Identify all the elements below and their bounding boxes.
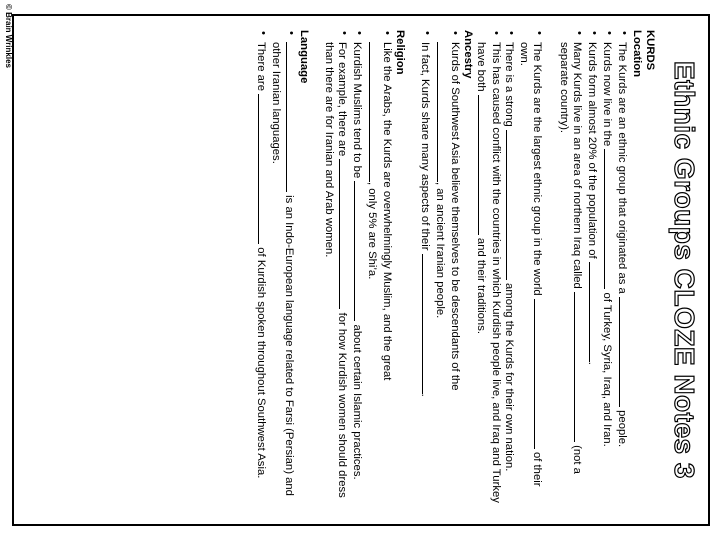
list-item bbox=[254, 30, 269, 510]
blank-line bbox=[354, 181, 365, 321]
text: Kurds of Southwest Asia believe themselves to be descendants of the bbox=[449, 42, 461, 391]
language-list bbox=[254, 30, 297, 510]
blank-line bbox=[604, 149, 615, 289]
blank-line bbox=[422, 254, 433, 394]
text: for how Kurdish women should dress than there are for Iranian and Arab women. bbox=[323, 42, 348, 498]
religion-list bbox=[322, 30, 393, 510]
text: Like the Arabs, the Kurds are overwhelmingly Muslim, and the great bbox=[381, 42, 393, 381]
blank-line bbox=[339, 159, 350, 309]
text: , an ancient Iranian people. bbox=[434, 182, 446, 319]
text: (not a separate country). bbox=[558, 42, 583, 474]
text: about certain Islamic practices. bbox=[351, 324, 363, 480]
list-item bbox=[474, 30, 502, 510]
page-title: Ethnic Groups CLOZE Notes 3 bbox=[669, 61, 700, 479]
copyright-text: © Brain Wrinkles bbox=[4, 4, 13, 68]
text: Kurds now live in the bbox=[601, 42, 613, 147]
blank-line bbox=[286, 42, 297, 192]
blank-line bbox=[619, 297, 630, 407]
text: Kurds form almost 20% of the population of bbox=[586, 42, 598, 259]
list-item bbox=[615, 30, 630, 510]
blank-line bbox=[369, 42, 380, 182]
slide-frame bbox=[12, 14, 710, 526]
list-item bbox=[322, 30, 350, 510]
ancestry-list bbox=[418, 30, 461, 510]
list-item bbox=[557, 30, 585, 510]
text: There are bbox=[255, 42, 267, 91]
section-title-location: Location bbox=[631, 30, 643, 78]
text: The Kurds are the largest ethnic group in the world bbox=[531, 42, 543, 296]
blank-line bbox=[534, 299, 545, 449]
text: There is a strong bbox=[503, 42, 515, 127]
section-heading-kurds: KURDS bbox=[644, 30, 656, 71]
list-item bbox=[585, 30, 600, 510]
blank-line bbox=[506, 130, 517, 280]
blank-line bbox=[574, 292, 585, 442]
text: is an Indo-European language related to Farsi (Persian) and other Iranian languages. bbox=[270, 42, 295, 496]
blank-line bbox=[589, 262, 600, 362]
text: , only 5% are Shi’a. bbox=[366, 182, 378, 280]
section-title-language: Language bbox=[298, 30, 310, 84]
text: Many Kurds live in an area of northern Iraq called bbox=[571, 42, 583, 289]
blank-line bbox=[258, 94, 269, 244]
text: people. bbox=[616, 410, 628, 448]
location-list bbox=[557, 30, 630, 510]
list-item bbox=[365, 30, 393, 510]
blank-line bbox=[437, 42, 448, 182]
text: . bbox=[586, 361, 598, 365]
list-item bbox=[433, 30, 461, 510]
text: of Turkey, Syria, Iraq, and Iran. bbox=[601, 292, 613, 447]
list-item bbox=[517, 30, 545, 510]
text: For example, there are bbox=[336, 42, 348, 157]
section-title-religion: Religion bbox=[394, 30, 406, 75]
text: The Kurds are an ethnic group that originated as a bbox=[616, 42, 628, 294]
text: of Kurdish spoken throughout Southwest Asia. bbox=[255, 247, 267, 479]
text: . bbox=[419, 393, 431, 397]
list-item bbox=[350, 30, 365, 510]
section-title-ancestry: Ancestry bbox=[462, 30, 474, 79]
list-item bbox=[269, 30, 297, 510]
list-item bbox=[600, 30, 615, 510]
blank-line bbox=[478, 95, 489, 235]
location-list-2 bbox=[474, 30, 545, 510]
text: among the Kurds for their own nation. bbox=[503, 283, 515, 472]
text: In fact, Kurds share many aspects of their bbox=[419, 42, 431, 251]
text: This has caused conflict with the countries in which Kurdish people live, and Iraq and Turkey have both bbox=[475, 42, 502, 503]
list-item bbox=[418, 30, 433, 510]
text: of their own. bbox=[518, 42, 543, 487]
text: Kurdish Muslims tend to be bbox=[351, 42, 363, 179]
text: and their traditions. bbox=[475, 237, 487, 334]
notes-content bbox=[254, 30, 656, 510]
list-item bbox=[502, 30, 517, 510]
